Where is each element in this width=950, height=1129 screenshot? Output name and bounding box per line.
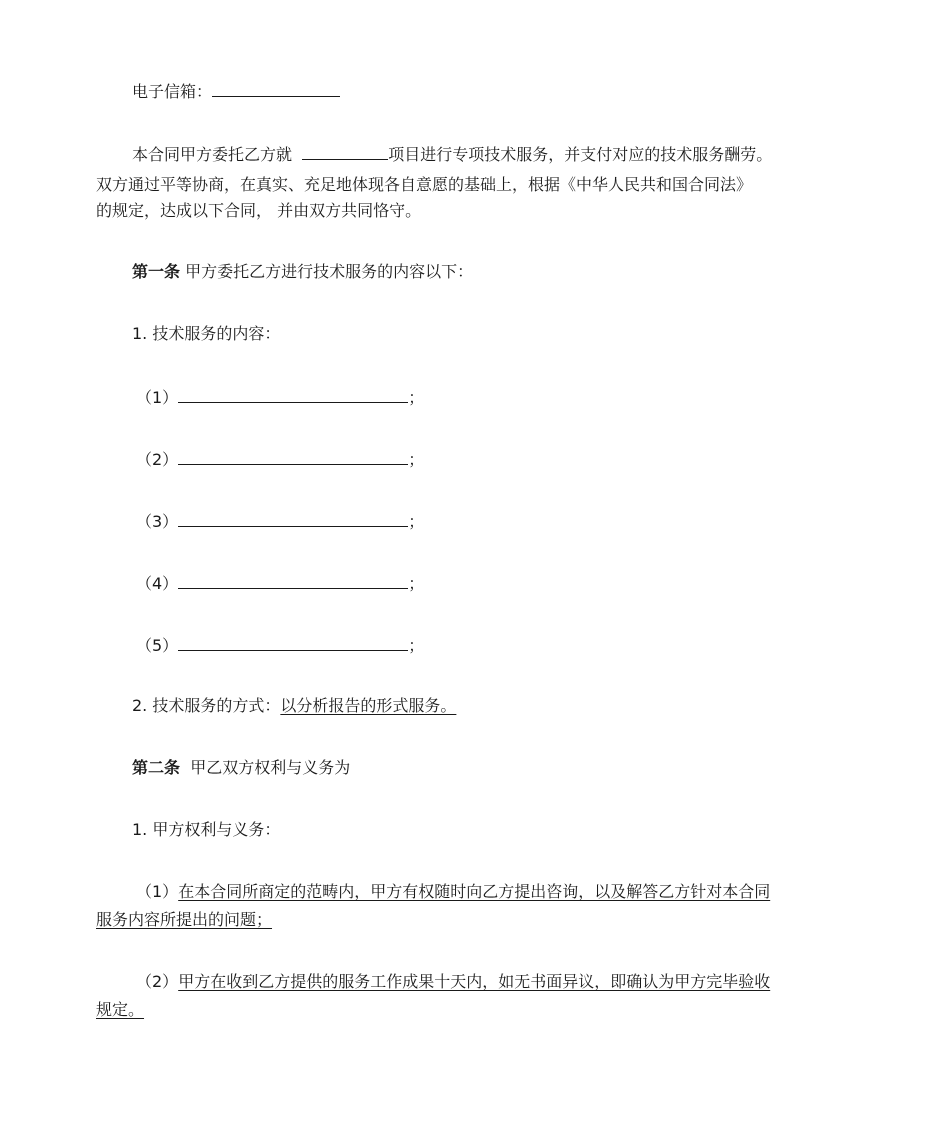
project-name-blank[interactable]	[302, 143, 388, 160]
party-a-rights-label	[132, 820, 280, 840]
article-2-number: 第二条	[132, 758, 181, 777]
subitem-1-blank[interactable]	[178, 386, 408, 403]
intro-text-b: 项目进行专项技术服务，并支付对应的技术服务酬劳。	[388, 145, 773, 164]
clause-2-line-1	[136, 972, 770, 992]
article-1-number: 第一条	[132, 262, 181, 281]
clause-1-text-1: 在本合同所商定的范畴内，甲方有权随时向乙方提出咨询，以及解答乙方针对本合同	[178, 882, 771, 901]
service-content-label	[132, 324, 280, 344]
clause-2-text-1: 甲方在收到乙方提供的服务工作成果十天内，如无书面异议，即确认为甲方完毕验收	[178, 972, 771, 991]
intro-line-2	[96, 175, 752, 195]
subitem-4-blank[interactable]	[178, 572, 408, 589]
intro-text-a: 本合同甲方委托乙方就	[132, 145, 293, 164]
clause-1-text-2: 服务内容所提出的问题；	[96, 910, 273, 929]
service-method-label: 2. 技术服务的方式：	[132, 696, 281, 715]
intro-line-1	[132, 143, 772, 165]
subitem-2-number: （2）	[136, 450, 179, 469]
service-content-text: 1. 技术服务的内容：	[132, 324, 281, 343]
email-blank[interactable]	[212, 80, 340, 97]
service-method	[132, 696, 456, 716]
subitem-3-number: （3）	[136, 512, 179, 531]
subitem-3-end: ；	[408, 512, 425, 531]
article-2-title: 甲乙双方权利与义务为	[190, 758, 351, 777]
subitem-5-number: （5）	[136, 636, 179, 655]
subitem-4-number: （4）	[136, 574, 179, 593]
subitem-1-number: （1）	[136, 388, 179, 407]
service-method-value: 以分析报告的形式服务。	[280, 696, 457, 715]
subitem-2	[136, 448, 424, 470]
subitem-5-end: ；	[408, 636, 425, 655]
intro-text-2: 双方通过平等协商，在真实、充足地体现各自意愿的基础上，根据《中华人民共和国合同法》	[96, 175, 753, 194]
subitem-3-blank[interactable]	[178, 510, 408, 527]
subitem-3	[136, 510, 424, 532]
subitem-4-end: ；	[408, 574, 425, 593]
clause-1-line-2	[96, 910, 272, 930]
article-1-heading	[132, 262, 473, 282]
intro-line-3	[96, 201, 421, 221]
article-1-title: 甲方委托乙方进行技术服务的内容以下：	[185, 262, 474, 281]
clause-2-text-2: 规定。	[96, 1000, 145, 1019]
clause-1-number: （1）	[136, 882, 179, 901]
clause-1-line-1	[136, 882, 770, 902]
clause-2-line-2	[96, 1000, 144, 1020]
subitem-5-blank[interactable]	[178, 634, 408, 651]
subitem-2-end: ；	[408, 450, 425, 469]
subitem-2-blank[interactable]	[178, 448, 408, 465]
article-2-heading	[132, 758, 350, 778]
clause-2-number: （2）	[136, 972, 179, 991]
subitem-5	[136, 634, 424, 656]
email-label: 电子信箱：	[132, 82, 213, 101]
party-a-rights-text: 1. 甲方权利与义务：	[132, 820, 281, 839]
subitem-1-end: ；	[408, 388, 425, 407]
intro-text-3: 的规定，达成以下合同， 并由双方共同恪守。	[96, 201, 422, 220]
subitem-4	[136, 572, 424, 594]
subitem-1	[136, 386, 424, 408]
email-line	[132, 80, 340, 102]
